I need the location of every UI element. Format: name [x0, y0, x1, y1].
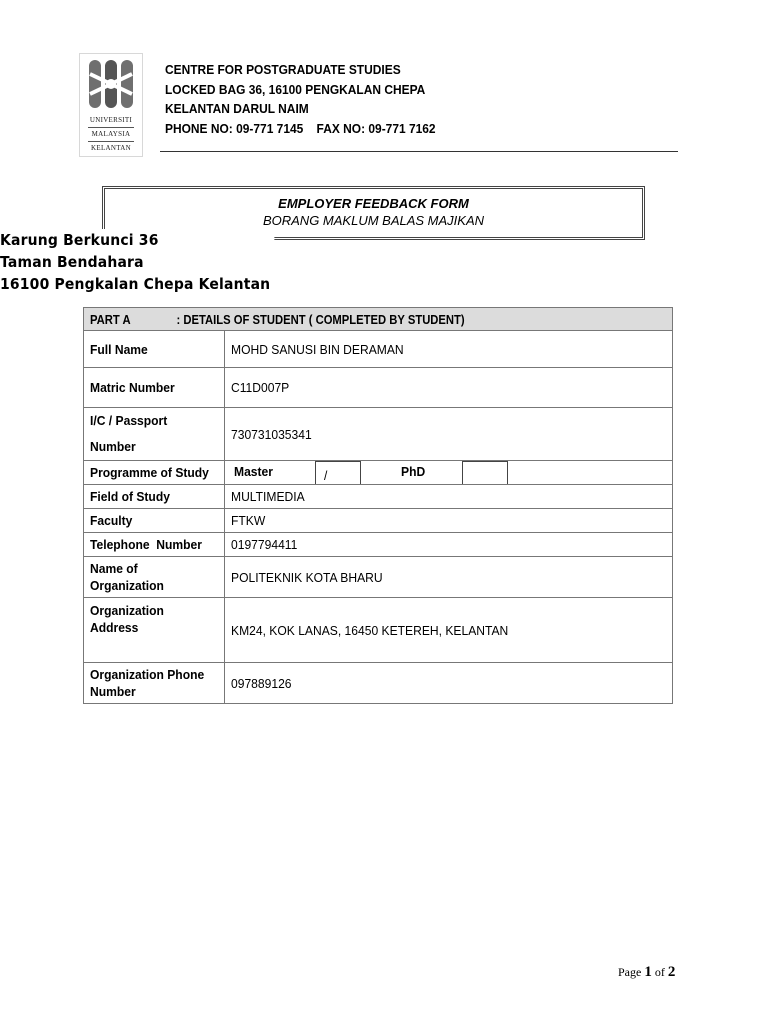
part-a-label: PART A [90, 311, 131, 327]
page-word: Page [618, 965, 642, 979]
faculty-value[interactable]: FTKW [225, 509, 673, 533]
table-row [84, 509, 673, 533]
matric-number-label: Matric Number [84, 368, 225, 408]
umk-emblem-icon [80, 54, 142, 116]
logo-divider [88, 141, 134, 142]
table-row [84, 308, 673, 331]
logo-text-line1: UNIVERSITI [89, 116, 133, 124]
faculty-label: Faculty [84, 509, 225, 533]
form-title-malay: BORANG MAKLUM BALAS MAJIKAN [262, 213, 485, 228]
ic-passport-label: I/C / Passport Number [84, 408, 225, 461]
letterhead-line-2: LOCKED BAG 36, 16100 PENGKALAN CHEPA [165, 81, 426, 97]
table-row [84, 598, 673, 663]
university-logo [79, 53, 143, 157]
address-line-2: Taman Bendahara [0, 253, 144, 271]
telephone-number-label: Telephone Number [84, 533, 225, 557]
logo-text-line3: KELANTAN [91, 144, 131, 152]
header-divider [160, 151, 678, 152]
page-number [618, 964, 675, 981]
page-current: 1 [644, 964, 652, 980]
field-of-study-label: Field of Study [84, 485, 225, 509]
letterhead-line-3: KELANTAN DARUL NAIM [165, 101, 309, 116]
letterhead-line-4: PHONE NO: 09-771 7145 FAX NO: 09-771 7162 [165, 120, 436, 136]
of-word: of [654, 965, 665, 979]
full-name-value[interactable]: MOHD SANUSI BIN DERAMAN [225, 331, 673, 368]
student-details-table [83, 307, 673, 704]
organization-phone-value[interactable]: 097889126 [225, 663, 673, 704]
table-row [84, 368, 673, 408]
address-overlay [0, 229, 274, 295]
organization-address-label: Organization Address [84, 598, 225, 663]
letterhead [165, 60, 436, 138]
programme-phd-label: PhD [401, 464, 426, 479]
table-row [84, 663, 673, 704]
address-line-1: Karung Berkunci 36 [0, 231, 159, 249]
organization-name-label: Name of Organization [84, 557, 225, 598]
programme-of-study-value [225, 461, 673, 485]
programme-master-label: Master [234, 464, 273, 479]
table-row [84, 485, 673, 509]
logo-divider [88, 127, 134, 128]
table-row [84, 533, 673, 557]
logo-text-line2: MALAYSIA [91, 130, 131, 138]
telephone-number-value[interactable]: 0197794411 [225, 533, 673, 557]
field-of-study-value[interactable]: MULTIMEDIA [225, 485, 673, 509]
matric-number-value[interactable]: C11D007P [225, 368, 673, 408]
programme-phd-checkbox[interactable] [462, 461, 508, 485]
programme-master-mark: / [324, 468, 328, 483]
ic-passport-value[interactable]: 730731035341 [225, 408, 673, 461]
address-line-3: 16100 Pengkalan Chepa Kelantan [0, 275, 271, 293]
programme-of-study-label: Programme of Study [84, 461, 225, 485]
table-row [84, 408, 673, 461]
table-row [84, 557, 673, 598]
letterhead-line-1: CENTRE FOR POSTGRADUATE STUDIES [165, 62, 401, 77]
organization-phone-label: Organization Phone Number [84, 663, 225, 704]
full-name-label: Full Name [84, 331, 225, 368]
organization-name-value[interactable]: POLITEKNIK KOTA BHARU [225, 557, 673, 598]
part-a-title: : DETAILS OF STUDENT ( COMPLETED BY STUDENT) [176, 311, 465, 327]
page-total: 2 [667, 964, 676, 980]
table-row [84, 461, 673, 485]
form-title-english: EMPLOYER FEEDBACK FORM [278, 196, 469, 211]
table-row [84, 331, 673, 368]
organization-address-value[interactable]: KM24, KOK LANAS, 16450 KETEREH, KELANTAN [225, 598, 673, 663]
part-a-heading [84, 308, 673, 331]
programme-master-checkbox[interactable] [315, 461, 361, 485]
